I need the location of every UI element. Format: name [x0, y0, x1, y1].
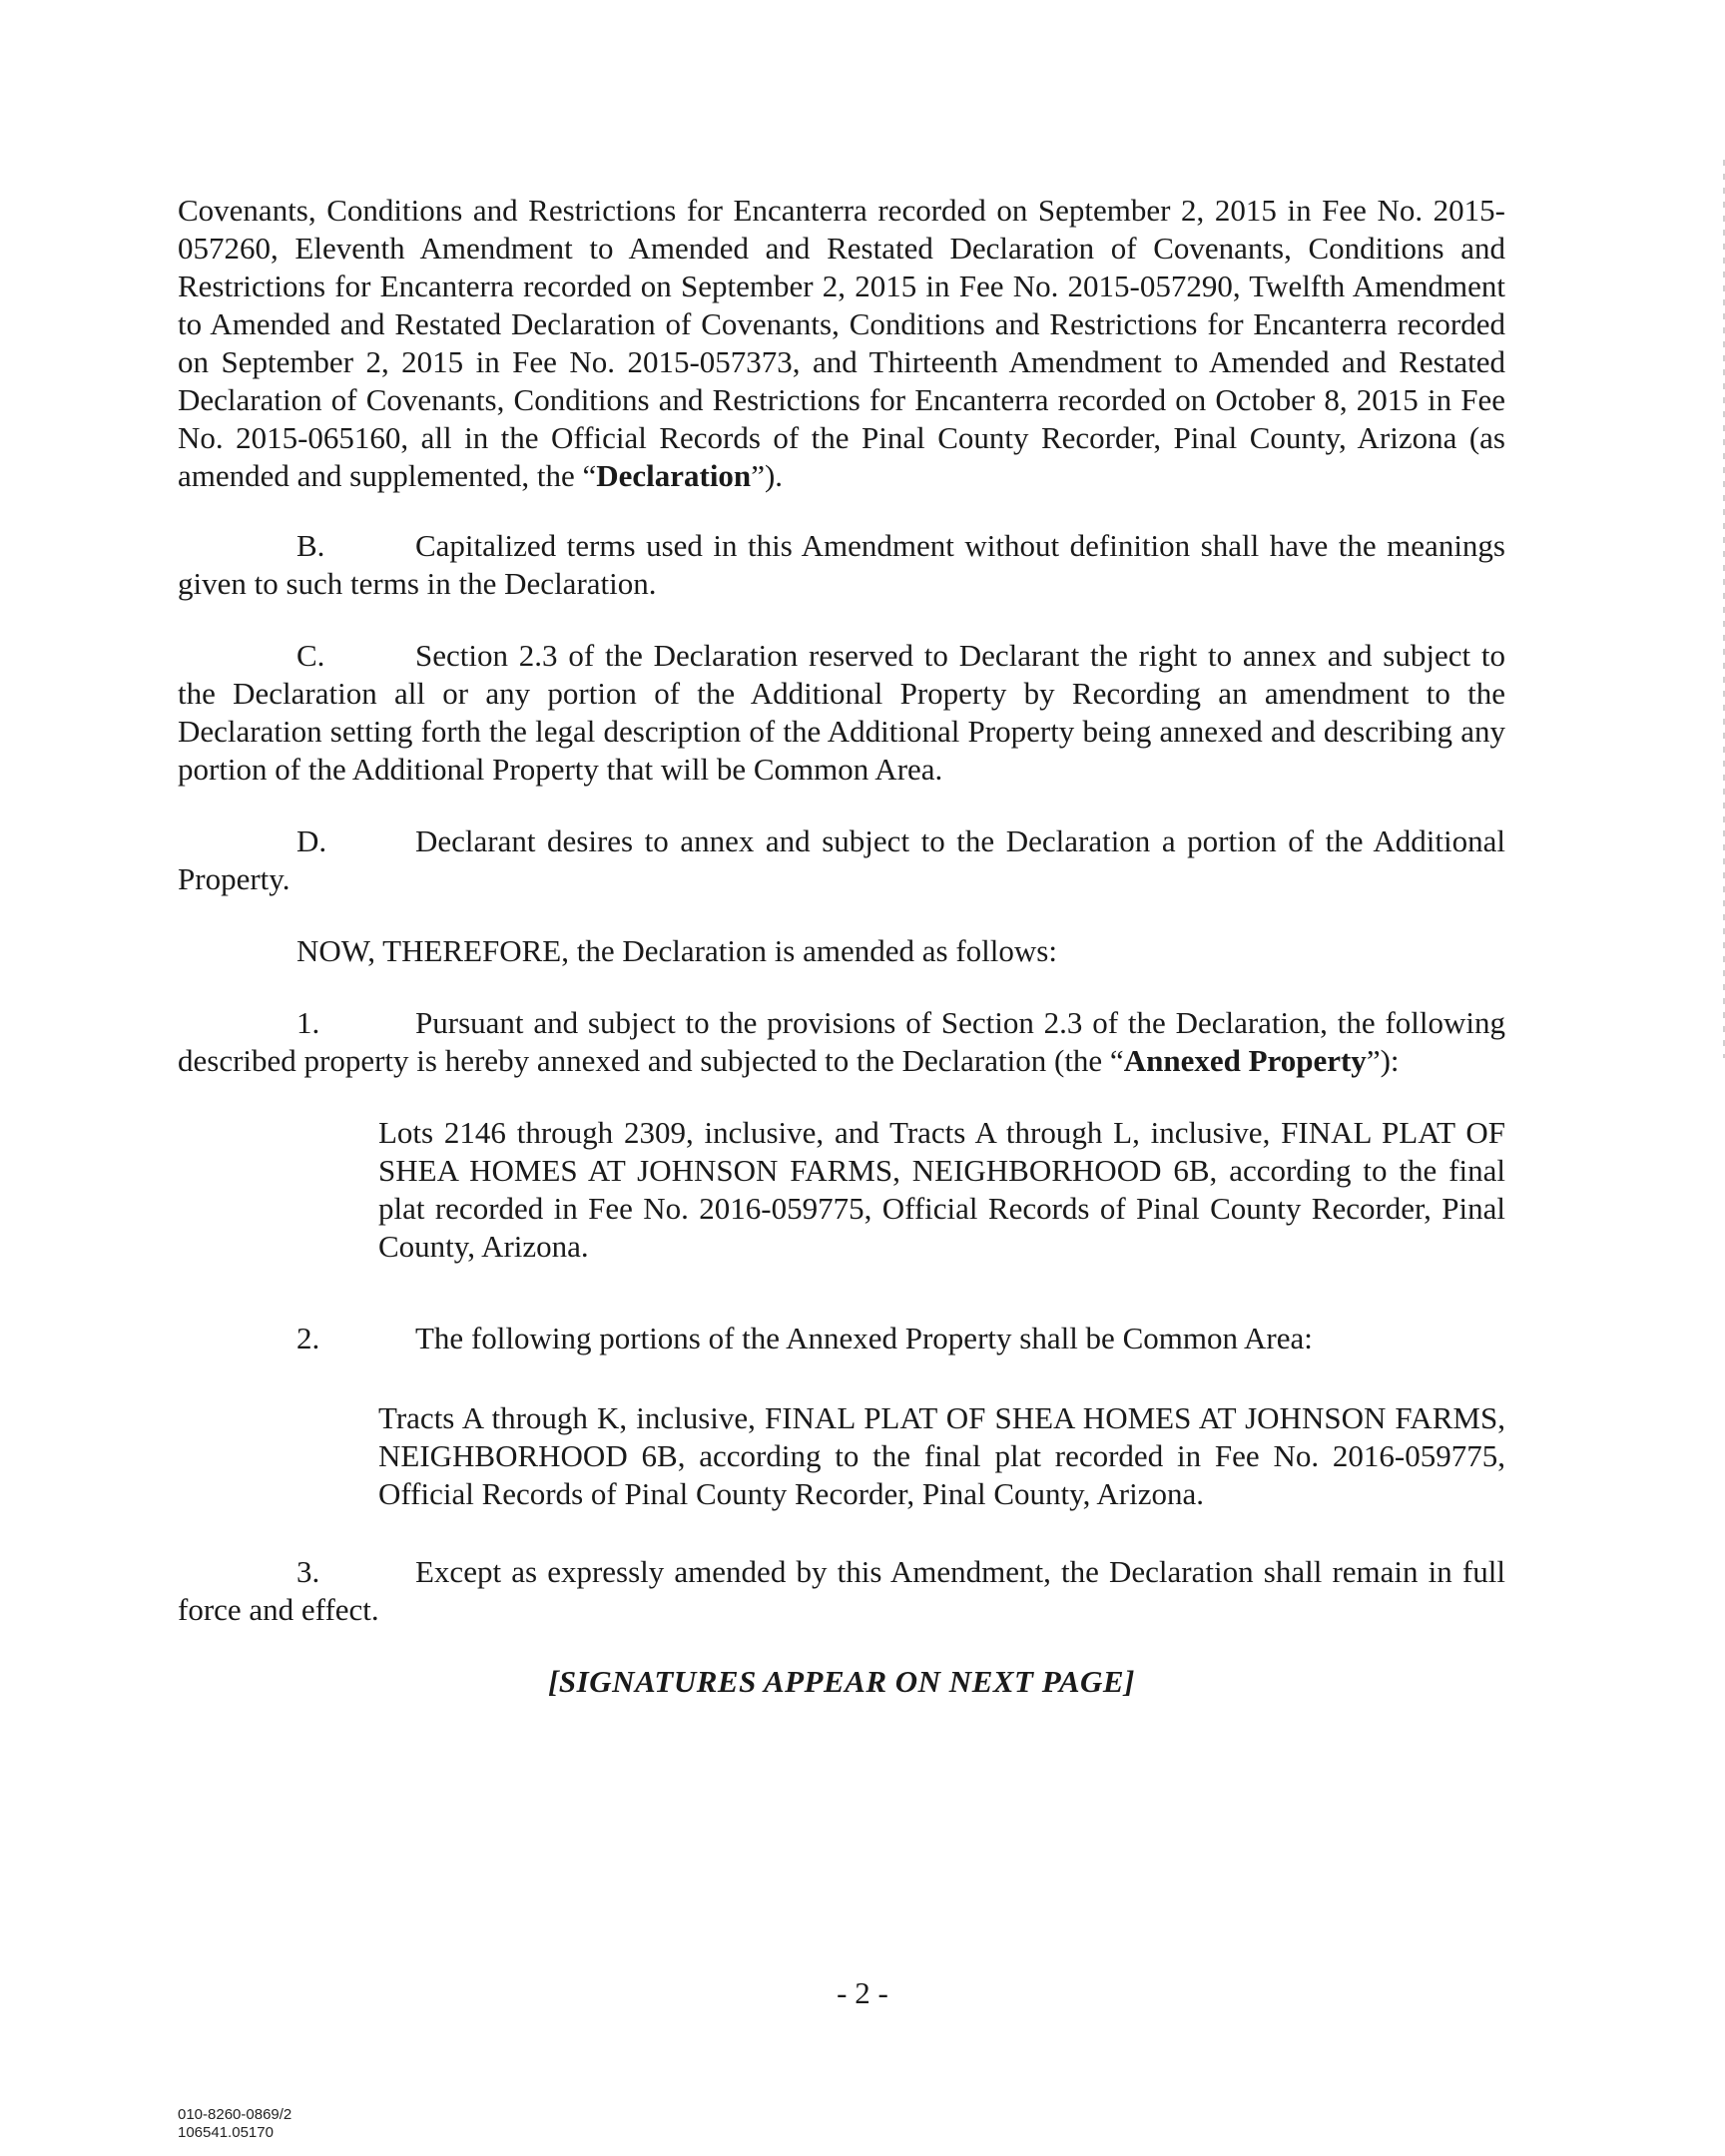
item-1-text: Pursuant and subject to the provisions of Section 2.3 of the Declaration, the following described property is hereby annexed and subjected to the Declaration (the “: [178, 1005, 1505, 1078]
item-2-label: 2.: [296, 1321, 320, 1355]
recital-d-text: Declarant desires to annex and subject to the Declaration a portion of the Additional Property.: [178, 823, 1505, 896]
footer-client-matter-number: 106541.05170: [178, 2124, 274, 2141]
item-1-label: 1.: [296, 1005, 320, 1040]
opening-paragraph-tail: ”).: [751, 458, 784, 493]
document-body: [178, 192, 1505, 1701]
item-2-text: The following portions of the Annexed Property shall be Common Area:: [415, 1321, 1313, 1355]
recital-c-text: Section 2.3 of the Declaration reserved to Declarant the right to annex and subject to the Declaration all or any portion of the Additional Property by Recording an amendment to the Declaration setting forth the legal description of the Additional Property being annexed and describing any portion of the Additional Property that will be Common Area.: [178, 638, 1505, 787]
item-3: [178, 1553, 1505, 1629]
recital-d-label: D.: [296, 823, 327, 858]
recital-b: [178, 527, 1505, 603]
document-footer: [178, 2106, 291, 2142]
recital-b-text: Capitalized terms used in this Amendment without definition shall have the meanings given to such terms in the Declaration.: [178, 528, 1505, 601]
annexed-property-defined-term: Annexed Property: [1123, 1043, 1367, 1078]
opening-paragraph: [178, 192, 1505, 495]
opening-paragraph-text: Covenants, Conditions and Restrictions for Encanterra recorded on September 2, 2015 in Fee No. 2015-057260, Eleventh Amendment to Amended and Restated Declaration of Covenants, Conditions and Restrictions for Encanterra recorded on September 2, 2015 in Fee No. 2015-057290, Twelfth Amendment to Amended and Restated Declaration of Covenants, Conditions and Restrictions for Encanterra recorded on September 2, 2015 in Fee No. 2015-057373, and Thirteenth Amendment to Amended and Restated Declaration of Covenants, Conditions and Restrictions for Encanterra recorded on October 8, 2015 in Fee No. 2015-065160, all in the Official Records of the Pinal County Recorder, Pinal County, Arizona (as amended and supplemented, the “: [178, 193, 1505, 493]
item-3-label: 3.: [296, 1554, 320, 1589]
footer-document-number: 010-8260-0869/2: [178, 2106, 292, 2123]
item-1-tail: ”):: [1366, 1043, 1400, 1078]
item-1: [178, 1004, 1505, 1080]
item-3-text: Except as expressly amended by this Amendment, the Declaration shall remain in full force and effect.: [178, 1554, 1505, 1627]
page-number: - 2 -: [837, 1975, 888, 2010]
item-2-legal-description: Tracts A through K, inclusive, FINAL PLAT OF SHEA HOMES AT JOHNSON FARMS, NEIGHBORHOOD 6B, according to the final plat recorded in Fee No. 2016-059775, Official Records of Pinal County Recorder, Pinal County, Arizona.: [378, 1400, 1505, 1511]
recital-c: [178, 637, 1505, 789]
now-therefore-clause: NOW, THEREFORE, the Declaration is amended as follows:: [296, 933, 1057, 968]
item-1-legal-description: Lots 2146 through 2309, inclusive, and Tracts A through L, inclusive, FINAL PLAT OF SHEA HOMES AT JOHNSON FARMS, NEIGHBORHOOD 6B, according to the final plat recorded in Fee No. 2016-059775, Official Records of Pinal County Recorder, Pinal County, Arizona.: [378, 1115, 1505, 1264]
item-2: [178, 1320, 1505, 1357]
recital-b-label: B.: [296, 528, 325, 563]
recital-c-label: C.: [296, 638, 325, 673]
recital-d: [178, 822, 1505, 898]
signature-notice: [SIGNATURES APPEAR ON NEXT PAGE]: [548, 1664, 1135, 1699]
declaration-defined-term: Declaration: [596, 458, 752, 493]
